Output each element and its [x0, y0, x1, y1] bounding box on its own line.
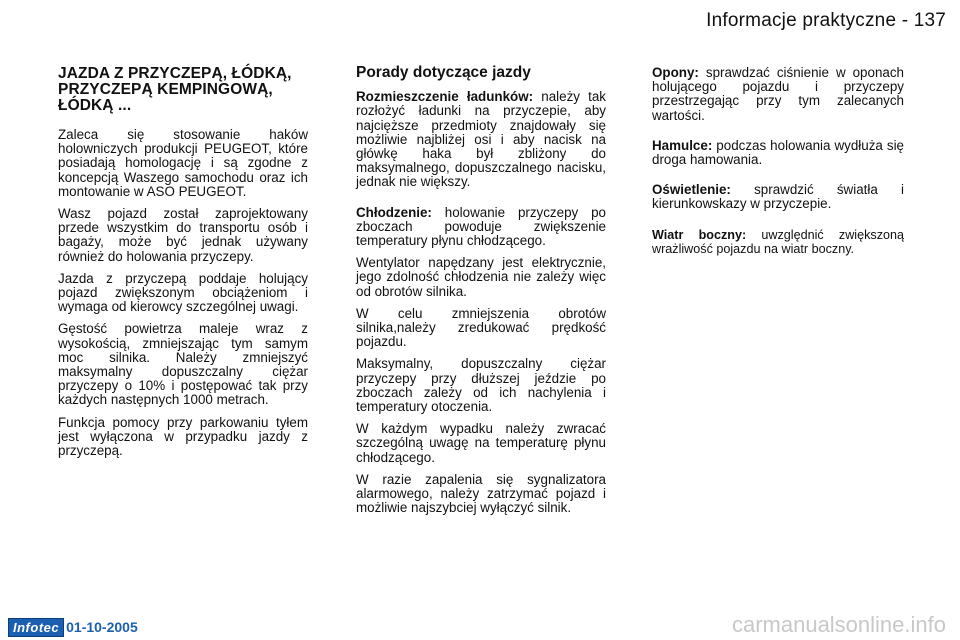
watermark: carmanualsonline.info: [731, 612, 946, 637]
paragraph-cooling: [356, 206, 606, 249]
paragraph: W każdym wypadku należy zwracać szczególną uwagę na temperaturę płynu chłodzącego.: [356, 421, 606, 465]
wind-text: uwzględnić zwiększoną wrażliwość pojazdu na wiatr boczny.: [652, 227, 905, 256]
subsection-title: Porady dotyczące jazdy: [356, 64, 531, 81]
page-title: Informacje praktyczne - 137: [706, 10, 946, 31]
wind-label: Wiatr boczny:: [652, 227, 747, 242]
paragraph: Funkcja pomocy przy parkowaniu tyłem jest wyłączona w przypadku jazdy z przyczepą.: [58, 414, 308, 459]
infotec-logo: Infotec: [8, 618, 64, 637]
paragraph-tyres: [652, 66, 904, 123]
section-title: JAZDA Z PRZYCZEPĄ, ŁÓDKĄ, PRZYCZEPĄ KEMPINGOWĄ, ŁÓDKĄ ...: [58, 65, 292, 114]
paragraph-wind: [652, 228, 904, 256]
loading-text: należy tak rozłożyć ładunki na przyczepie, aby najcięższe przedmioty znajdowały się możliwie najbliżej osi i aby nacisk na główkę haka był zbliżony do maksymalnego, dopuszczalnego nacisku, jednak nie większy.: [356, 89, 606, 190]
paragraph: Maksymalny, dopuszczalny ciężar przyczepy przy dłuższej jeździe po zboczach zależy od ich nachylenia i temperatury otoczenia.: [356, 356, 606, 415]
tyres-label: Opony:: [652, 65, 699, 80]
paragraph-lights: [652, 183, 904, 211]
brakes-text: podczas holowania wydłuża się droga hamowania.: [652, 137, 904, 168]
lights-label: Oświetlenie:: [652, 182, 731, 198]
paragraph-loading: [356, 90, 606, 189]
paragraph: Zaleca się stosowanie haków holowniczych produkcji PEUGEOT, które posiadają homologację i są zgodne z koncepcją Waszego samochodu oraz ich montowanie w ASO PEUGEOT.: [58, 127, 308, 199]
print-date: 01-10-2005: [66, 619, 138, 635]
paragraph: Jazda z przyczepą poddaje holujący pojazd zwiększonym obciążeniom i wymaga od kierowcy szczególnej uwagi.: [58, 270, 308, 315]
column-checks: [652, 66, 904, 264]
lights-text: sprawdzić światła i kierunkowskazy w przyczepie.: [652, 182, 904, 212]
column-towing-intro: [58, 66, 308, 466]
paragraph: Gęstość powietrza maleje wraz z wysokością, zmniejszając tym samym moc silnika. Należy zmniejszyć maksymalny dopuszczalny ciężar przyczepy o 10% i postępować tak przy każdych następnych 1000 metrach.: [58, 321, 308, 408]
paragraph: W celu zmniejszenia obrotów silnika,należy zredukować prędkość pojazdu.: [356, 305, 606, 350]
column-driving-tips: [356, 66, 606, 523]
paragraph: W razie zapalenia się sygnalizatora alarmowego, należy zatrzymać pojazd i możliwie najszybciej wyłączyć silnik.: [356, 471, 606, 516]
loading-label: Rozmieszczenie ładunków:: [356, 89, 534, 105]
tyres-text: sprawdzać ciśnienie w oponach holującego pojazdu i przyczepy przestrzegając przy tym zalecanych wartości.: [652, 65, 904, 123]
paragraph-brakes: [652, 139, 904, 167]
brakes-label: Hamulce:: [652, 137, 713, 153]
cooling-label: Chłodzenie:: [356, 204, 432, 220]
paragraph: Wasz pojazd został zaprojektowany przede wszystkim do transportu osób i bagaży, może być jednak używany również do holowania przyczepy.: [58, 206, 308, 264]
footer: [8, 618, 138, 636]
paragraph: Wentylator napędzany jest elektrycznie, jego zdolność chłodzenia nie zależy więc od obrotów silnika.: [356, 255, 606, 299]
cooling-text: holowanie przyczepy po zboczach powoduje zwiększenie temperatury płynu chłodzącego.: [356, 204, 606, 249]
